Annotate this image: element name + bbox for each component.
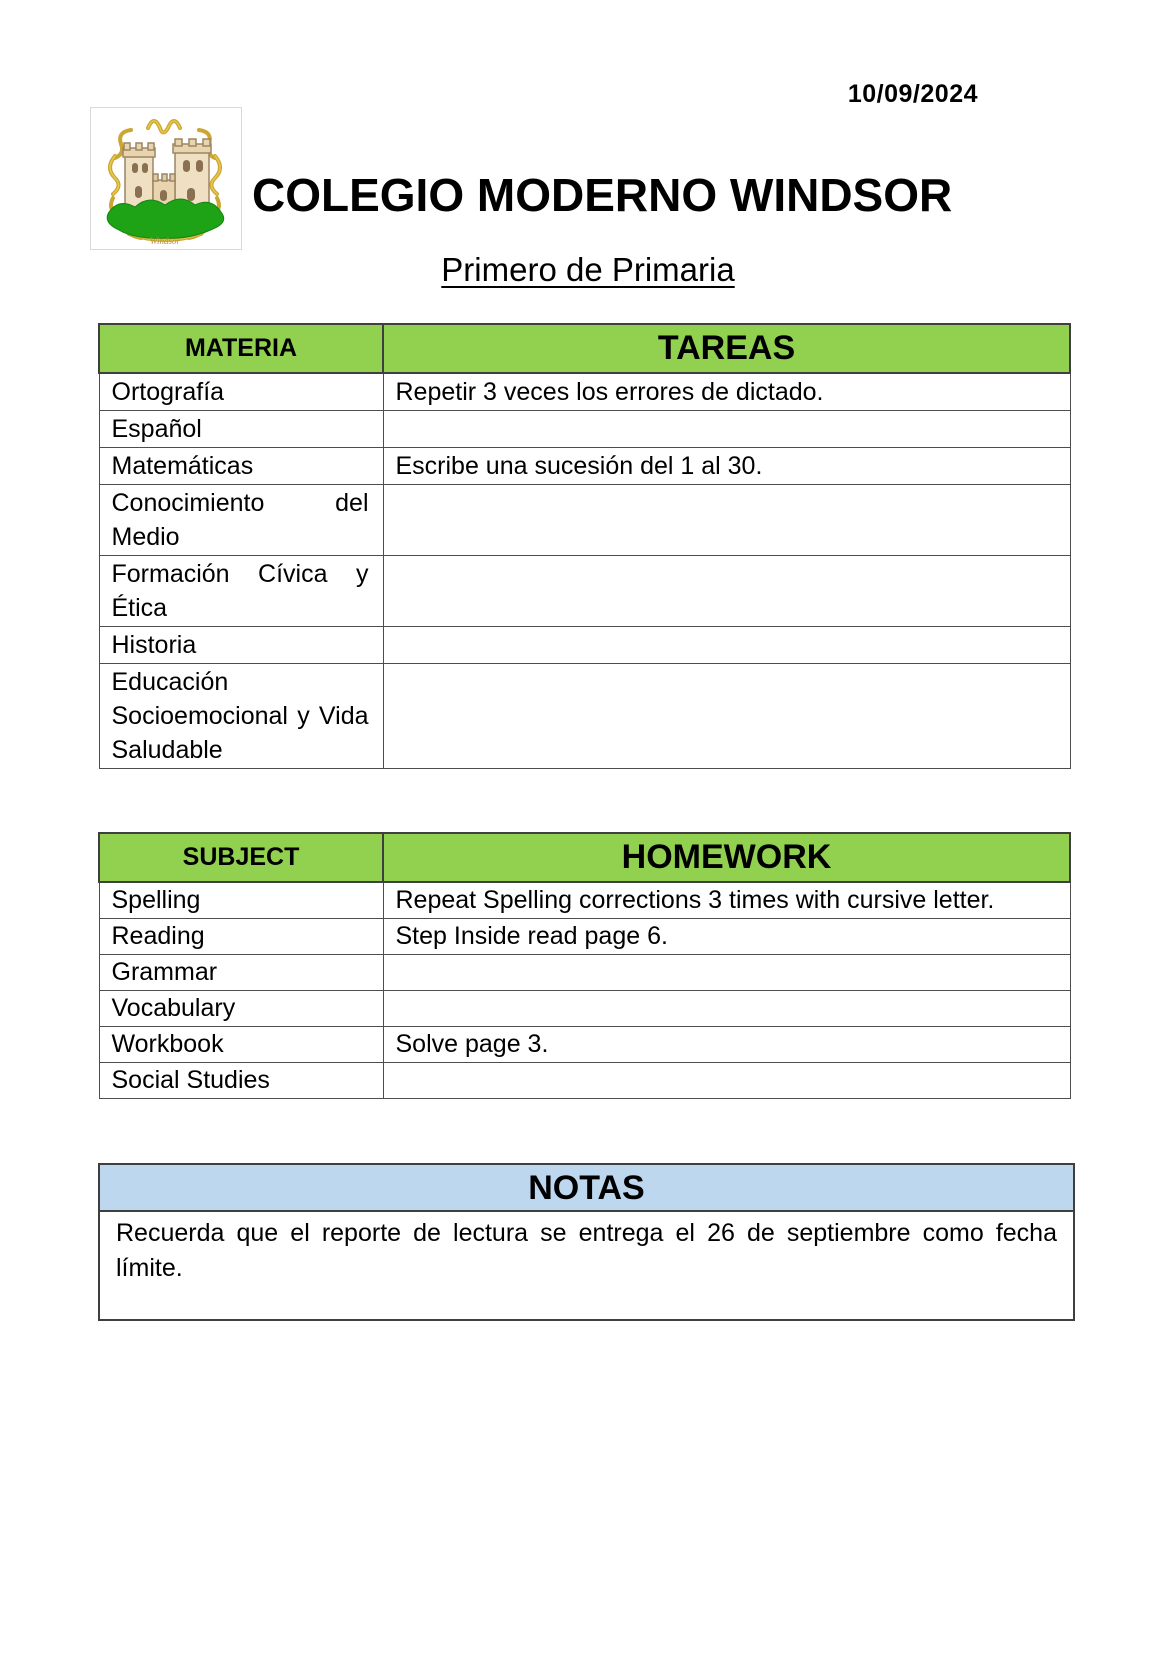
homework-column-header: HOMEWORK: [383, 833, 1070, 882]
subject-cell: Español: [99, 411, 383, 448]
subject-cell: Reading: [99, 919, 383, 955]
logo-caption: Windsor: [149, 236, 181, 246]
table-row: [99, 1063, 1070, 1099]
table-row: [99, 448, 1070, 485]
windsor-castle-crest-icon: [91, 108, 239, 247]
task-cell: [383, 411, 1070, 448]
subject-cell: Matemáticas: [99, 448, 383, 485]
table-row: [99, 919, 1070, 955]
task-cell: [383, 556, 1070, 627]
table-row: [99, 664, 1070, 769]
subject-cell: Workbook: [99, 1027, 383, 1063]
homework-table: [98, 832, 1071, 1099]
task-cell: Solve page 3.: [383, 1027, 1070, 1063]
materia-column-header: MATERIA: [99, 324, 383, 373]
school-name-title: COLEGIO MODERNO WINDSOR: [252, 169, 953, 221]
grade-title: [0, 250, 1176, 290]
subject-cell: Historia: [99, 627, 383, 664]
subject-cell: Grammar: [99, 955, 383, 991]
subject-column-header: SUBJECT: [99, 833, 383, 882]
subject-cell: Social Studies: [99, 1063, 383, 1099]
homework-header-row: [99, 833, 1070, 882]
subject-cell: Spelling: [99, 882, 383, 919]
table-row: [99, 955, 1070, 991]
notes-body-text: Recuerda que el reporte de lectura se entrega el 26 de septiembre como fecha límite.: [116, 1219, 1057, 1282]
tareas-header-row: [99, 324, 1070, 373]
task-cell: [383, 955, 1070, 991]
tareas-table: [98, 323, 1071, 769]
table-row: [99, 991, 1070, 1027]
subject-cell: Educación Socioemocional y Vida Saludable: [99, 664, 383, 769]
table-row: [99, 1027, 1070, 1063]
table-row: [99, 373, 1070, 411]
grade-title-text: Primero de Primaria: [441, 251, 735, 288]
task-cell: [383, 627, 1070, 664]
task-cell: [383, 1063, 1070, 1099]
tareas-column-header: TAREAS: [383, 324, 1070, 373]
task-cell: Escribe una sucesión del 1 al 30.: [383, 448, 1070, 485]
notes-section: [98, 1163, 1075, 1321]
task-cell: [383, 485, 1070, 556]
document-date: 10/09/2024: [847, 80, 978, 108]
subject-cell: Ortografía: [99, 373, 383, 411]
table-row: [99, 627, 1070, 664]
table-row: [99, 485, 1070, 556]
table-row: [99, 882, 1070, 919]
notes-header: NOTAS: [100, 1165, 1073, 1212]
school-logo: [90, 107, 242, 250]
task-cell: [383, 664, 1070, 769]
table-row: [99, 411, 1070, 448]
subject-cell: Conocimiento del Medio: [99, 485, 383, 556]
subject-cell: Formación Cívica y Ética: [99, 556, 383, 627]
subject-cell: Vocabulary: [99, 991, 383, 1027]
task-cell: Repetir 3 veces los errores de dictado.: [383, 373, 1070, 411]
table-row: [99, 556, 1070, 627]
task-cell: [383, 991, 1070, 1027]
task-cell: Repeat Spelling corrections 3 times with cursive letter.: [383, 882, 1070, 919]
task-cell: Step Inside read page 6.: [383, 919, 1070, 955]
